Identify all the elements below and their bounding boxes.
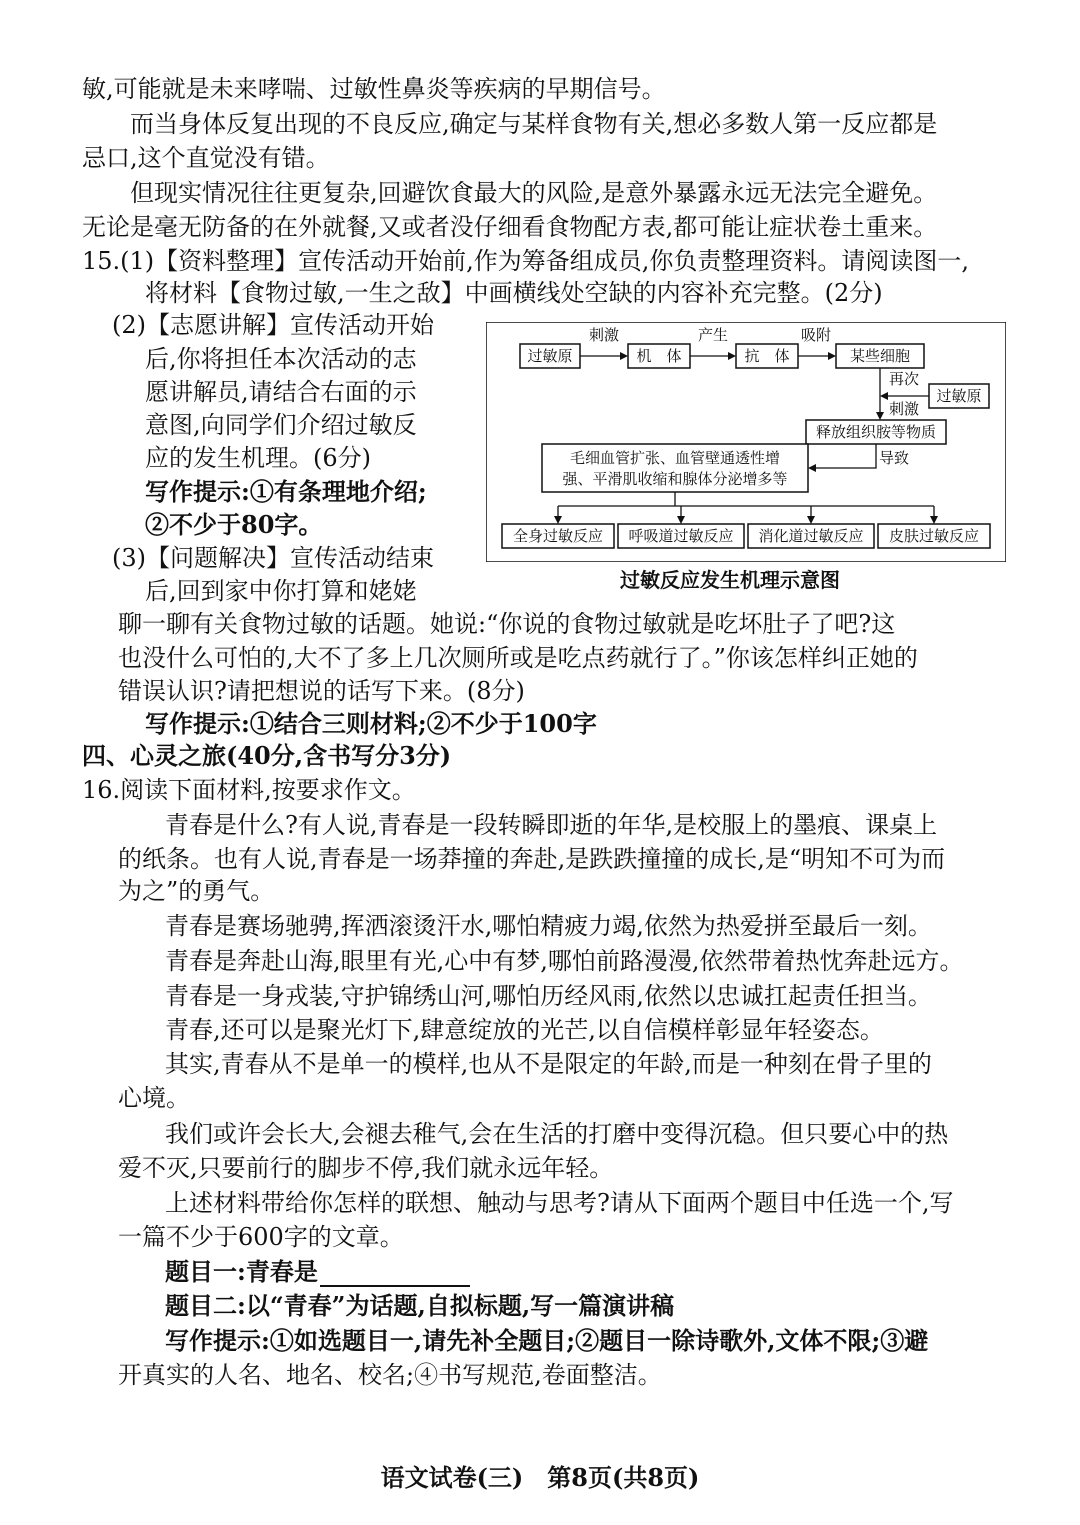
- arrowhead: [677, 516, 685, 524]
- material-line: 上述材料带给你怎样的联想、触动与思考?请从下面两个题目中任选一个,写: [165, 1189, 954, 1217]
- node-skin-label: 皮肤过敏反应: [888, 527, 980, 545]
- diagram-caption: 过敏反应发生机理示意图: [620, 568, 840, 592]
- material-line: 青春是什么?有人说,青春是一段转瞬即逝的年华,是校服上的墨痕、课桌上: [165, 811, 938, 839]
- q15-part3-line: (3)【问题解决】宣传活动结束: [112, 544, 434, 572]
- q15-part3-line: 后,回到家中你打算和姥姥: [145, 577, 417, 605]
- node-effect-line1: 毛细血管扩张、血管壁通透性增: [569, 449, 781, 467]
- arrowhead: [808, 464, 816, 472]
- arrowhead: [828, 352, 836, 360]
- arrowhead: [620, 352, 628, 360]
- q15-part2-line: 愿讲解员,请结合右面的示: [145, 378, 417, 406]
- node-cells-label: 某些细胞: [849, 347, 911, 365]
- arrowhead: [728, 352, 736, 360]
- label-stimulate-again: 刺激: [888, 400, 920, 418]
- q15-part1-line2: 将材料【食物过敏,一生之敌】中画横线处空缺的内容补充完整。(2分): [145, 279, 883, 307]
- passage-line: 敏,可能就是未来哮喘、过敏性鼻炎等疾病的早期信号。: [82, 75, 666, 103]
- q15-part2-line: (2)【志愿讲解】宣传活动开始: [112, 311, 434, 339]
- topic-two: 题目二:以“青春”为话题,自拟标题,写一篇演讲稿: [165, 1291, 675, 1320]
- passage-line: 忌口,这个直觉没有错。: [82, 144, 330, 172]
- node-body-label: 机 体: [636, 347, 682, 365]
- label-again: 再次: [888, 370, 920, 388]
- q15-part2-line: 后,你将担任本次活动的志: [145, 345, 417, 373]
- allergy-mechanism-diagram: [486, 322, 1006, 562]
- material-line: 青春,还可以是聚光灯下,肆意绽放的光芒,以自信模样彰显年轻姿态。: [165, 1016, 884, 1044]
- topic-one: [165, 1257, 470, 1287]
- q15-part2-tip: 写作提示:①有条理地介绍;: [145, 477, 427, 506]
- page-footer: 语文试卷(三) 第8页(共8页): [380, 1463, 700, 1492]
- node-systemic-label: 全身过敏反应: [512, 527, 604, 545]
- writing-tip-line1: 写作提示:①如选题目一,请先补全题目;②题目一除诗歌外,文体不限;③避: [165, 1326, 929, 1355]
- q15-part3-tip: 写作提示:①结合三则材料;②不少于100字: [145, 709, 597, 738]
- arrowhead: [880, 392, 888, 400]
- passage-line: 但现实情况往往更复杂,回避饮食最大的风险,是意外暴露永远无法完全避免。: [130, 179, 938, 207]
- node-release-label: 释放组织胺等物质: [815, 423, 937, 441]
- material-line: 青春是奔赴山海,眼里有光,心中有梦,哪怕前路漫漫,依然带着热忱奔赴远方。: [165, 947, 964, 975]
- node-allergen-again-label: 过敏原: [936, 387, 982, 405]
- arrowhead: [807, 516, 815, 524]
- passage-line: 无论是毫无防备的在外就餐,又或者没仔细看食物配方表,都可能让症状卷土重来。: [82, 213, 938, 241]
- material-line: 为之”的勇气。: [118, 877, 275, 905]
- material-line: 心境。: [118, 1084, 190, 1112]
- material-line: 的纸条。也有人说,青春是一场莽撞的奔赴,是跌跌撞撞的成长,是“明知不可为而: [118, 845, 946, 873]
- q15-part1-line1: 15.(1)【资料整理】宣传活动开始前,作为筹备组成员,你负责整理资料。请阅读图一,: [82, 247, 970, 275]
- q16-title: 16.阅读下面材料,按要求作文。: [82, 776, 416, 804]
- material-line: 爱不灭,只要前行的脚步不停,我们就永远年轻。: [118, 1154, 614, 1182]
- node-respiratory-label: 呼吸道过敏反应: [628, 527, 734, 545]
- topic-one-blank: [320, 1261, 470, 1287]
- arrowhead: [876, 412, 884, 420]
- q15-part2-line: 应的发生机理。(6分): [145, 444, 371, 472]
- q15-part2-tip: ②不少于80字。: [145, 510, 323, 539]
- label-adsorb: 吸附: [800, 326, 832, 344]
- material-line: 青春是一身戎装,守护锦绣山河,哪怕历经风雨,依然以忠诚扛起责任担当。: [165, 982, 932, 1010]
- q15-part3-line: 错误认识?请把想说的话写下来。(8分): [118, 677, 525, 705]
- writing-tip-line2: 开真实的人名、地名、校名;④书写规范,卷面整洁。: [118, 1361, 662, 1389]
- arrowhead: [554, 516, 562, 524]
- passage-line: 而当身体反复出现的不良反应,确定与某样食物有关,想必多数人第一反应都是: [130, 110, 938, 138]
- label-produce: 产生: [697, 326, 729, 344]
- label-stimulate: 刺激: [588, 326, 620, 344]
- section-heading: 四、心灵之旅(40分,含书写分3分): [82, 741, 452, 770]
- q15-part3-line: 也没什么可怕的,大不了多上几次厕所或是吃点药就行了。”你该怎样纠正她的: [118, 644, 918, 672]
- node-antibody-label: 抗 体: [744, 347, 790, 365]
- q15-part2-line: 意图,向同学们介绍过敏反: [145, 411, 417, 439]
- q15-part3-line: 聊一聊有关食物过敏的话题。她说:“你说的食物过敏就是吃坏肚子了吧?这: [118, 610, 896, 638]
- material-line: 其实,青春从不是单一的模样,也从不是限定的年龄,而是一种刻在骨子里的: [165, 1050, 932, 1078]
- node-allergen-label: 过敏原: [527, 347, 573, 365]
- arrow: [814, 444, 876, 468]
- material-line: 一篇不少于600字的文章。: [118, 1223, 404, 1251]
- topic-one-label: 题目一:青春是: [165, 1257, 318, 1286]
- node-digestive-label: 消化道过敏反应: [758, 527, 864, 545]
- label-cause: 导致: [878, 449, 910, 467]
- node-effect-line2: 强、平滑肌收缩和腺体分泌增多等: [562, 470, 788, 488]
- material-line: 青春是赛场驰骋,挥洒滚烫汗水,哪怕精疲力竭,依然为热爱拼至最后一刻。: [165, 912, 932, 940]
- material-line: 我们或许会长大,会褪去稚气,会在生活的打磨中变得沉稳。但只要心中的热: [165, 1120, 949, 1148]
- arrowhead: [930, 516, 938, 524]
